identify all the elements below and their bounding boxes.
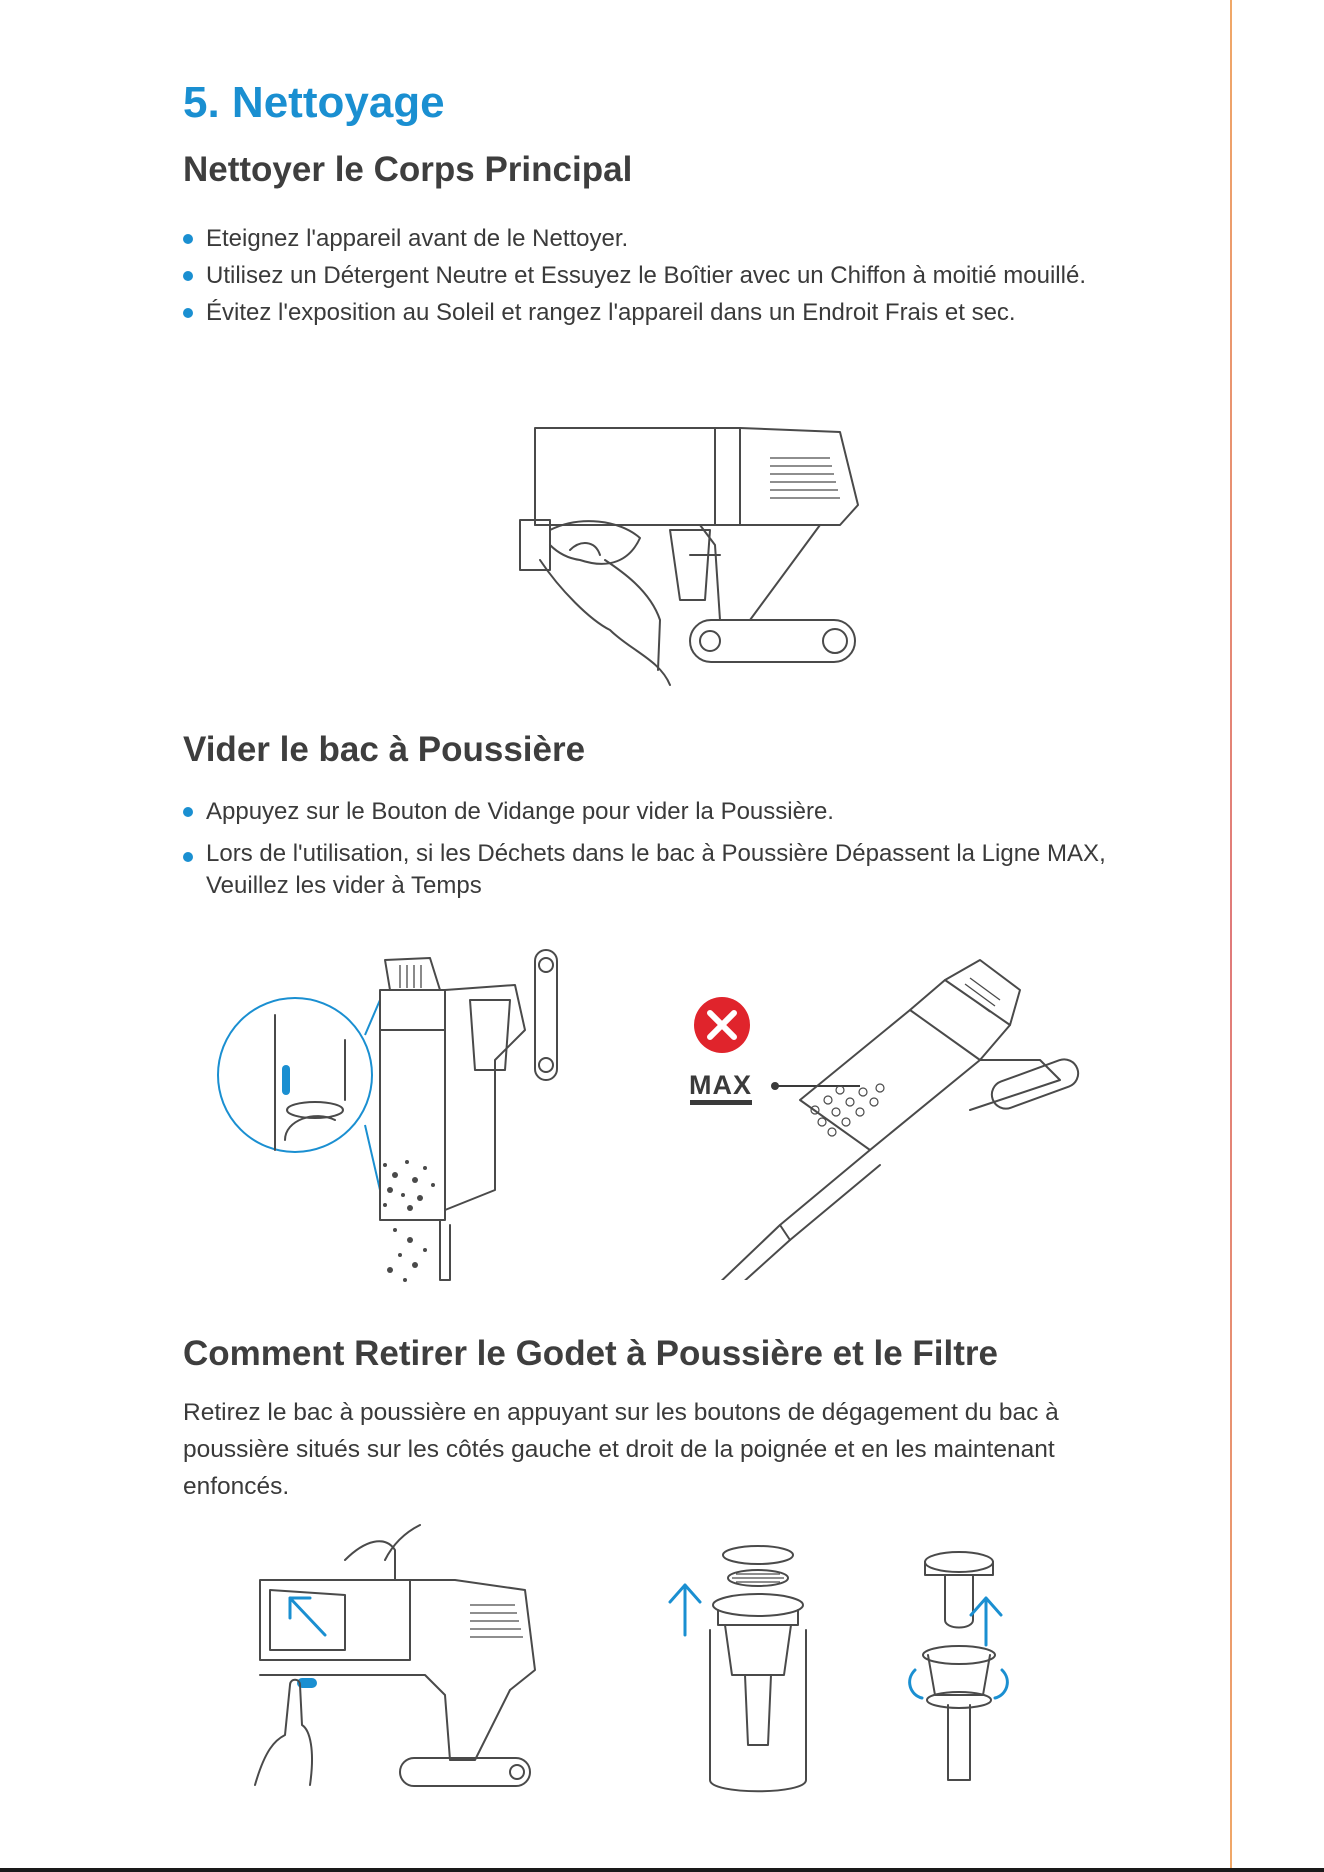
dust-bin-bullets	[183, 793, 1113, 902]
bullet-item: Eteignez l'appareil avant de le Nettoyer.	[183, 220, 1113, 257]
max-label: MAX	[689, 1070, 752, 1100]
page-edge-line	[1230, 0, 1232, 1872]
remove-cup-paragraph: Retirez le bac à poussière en appuyant sur les boutons de dégagement du bac à poussière situés sur les côtés gauche et droit de la poignée et en les maintenant enfoncés.	[183, 1399, 1059, 1500]
remove-cup-illustration	[245, 1520, 545, 1790]
arrow-up-icon	[971, 1598, 1001, 1645]
bullet-item: Appuyez sur le Bouton de Vidange pour vider la Poussière.	[183, 793, 1113, 830]
remove-cup-heading: Comment Retirer le Godet à Poussière et le Filtre	[183, 1334, 998, 1373]
rotate-icon	[910, 1670, 922, 1698]
bullet-item: Évitez l'exposition au Soleil et rangez l'appareil dans un Endroit Frais et sec.	[183, 294, 1113, 331]
rotate-icon	[995, 1670, 1007, 1698]
arrow-up-icon	[670, 1585, 700, 1635]
main-body-heading: Nettoyer le Corps Principal	[183, 150, 633, 189]
page-bottom-line	[0, 1868, 1324, 1872]
section-title: 5. Nettoyage	[183, 78, 445, 127]
dust-bin-heading: Vider le bac à Poussière	[183, 730, 586, 769]
bullet-item: Utilisez un Détergent Neutre et Essuyez le Boîtier avec un Chiffon à moitié mouillé.	[183, 257, 1113, 294]
max-line-illustration	[680, 950, 1100, 1280]
empty-bin-illustration	[215, 940, 575, 1290]
clean-body-illustration	[510, 420, 870, 690]
x-warning-icon	[694, 997, 750, 1053]
main-body-bullets	[183, 220, 1113, 331]
bullet-item: Lors de l'utilisation, si les Déchets dans le bac à Poussière Dépassent la Ligne MAX, Veuillez les vider à Temps	[183, 838, 1113, 902]
filter-exploded-illustration	[650, 1530, 1030, 1800]
